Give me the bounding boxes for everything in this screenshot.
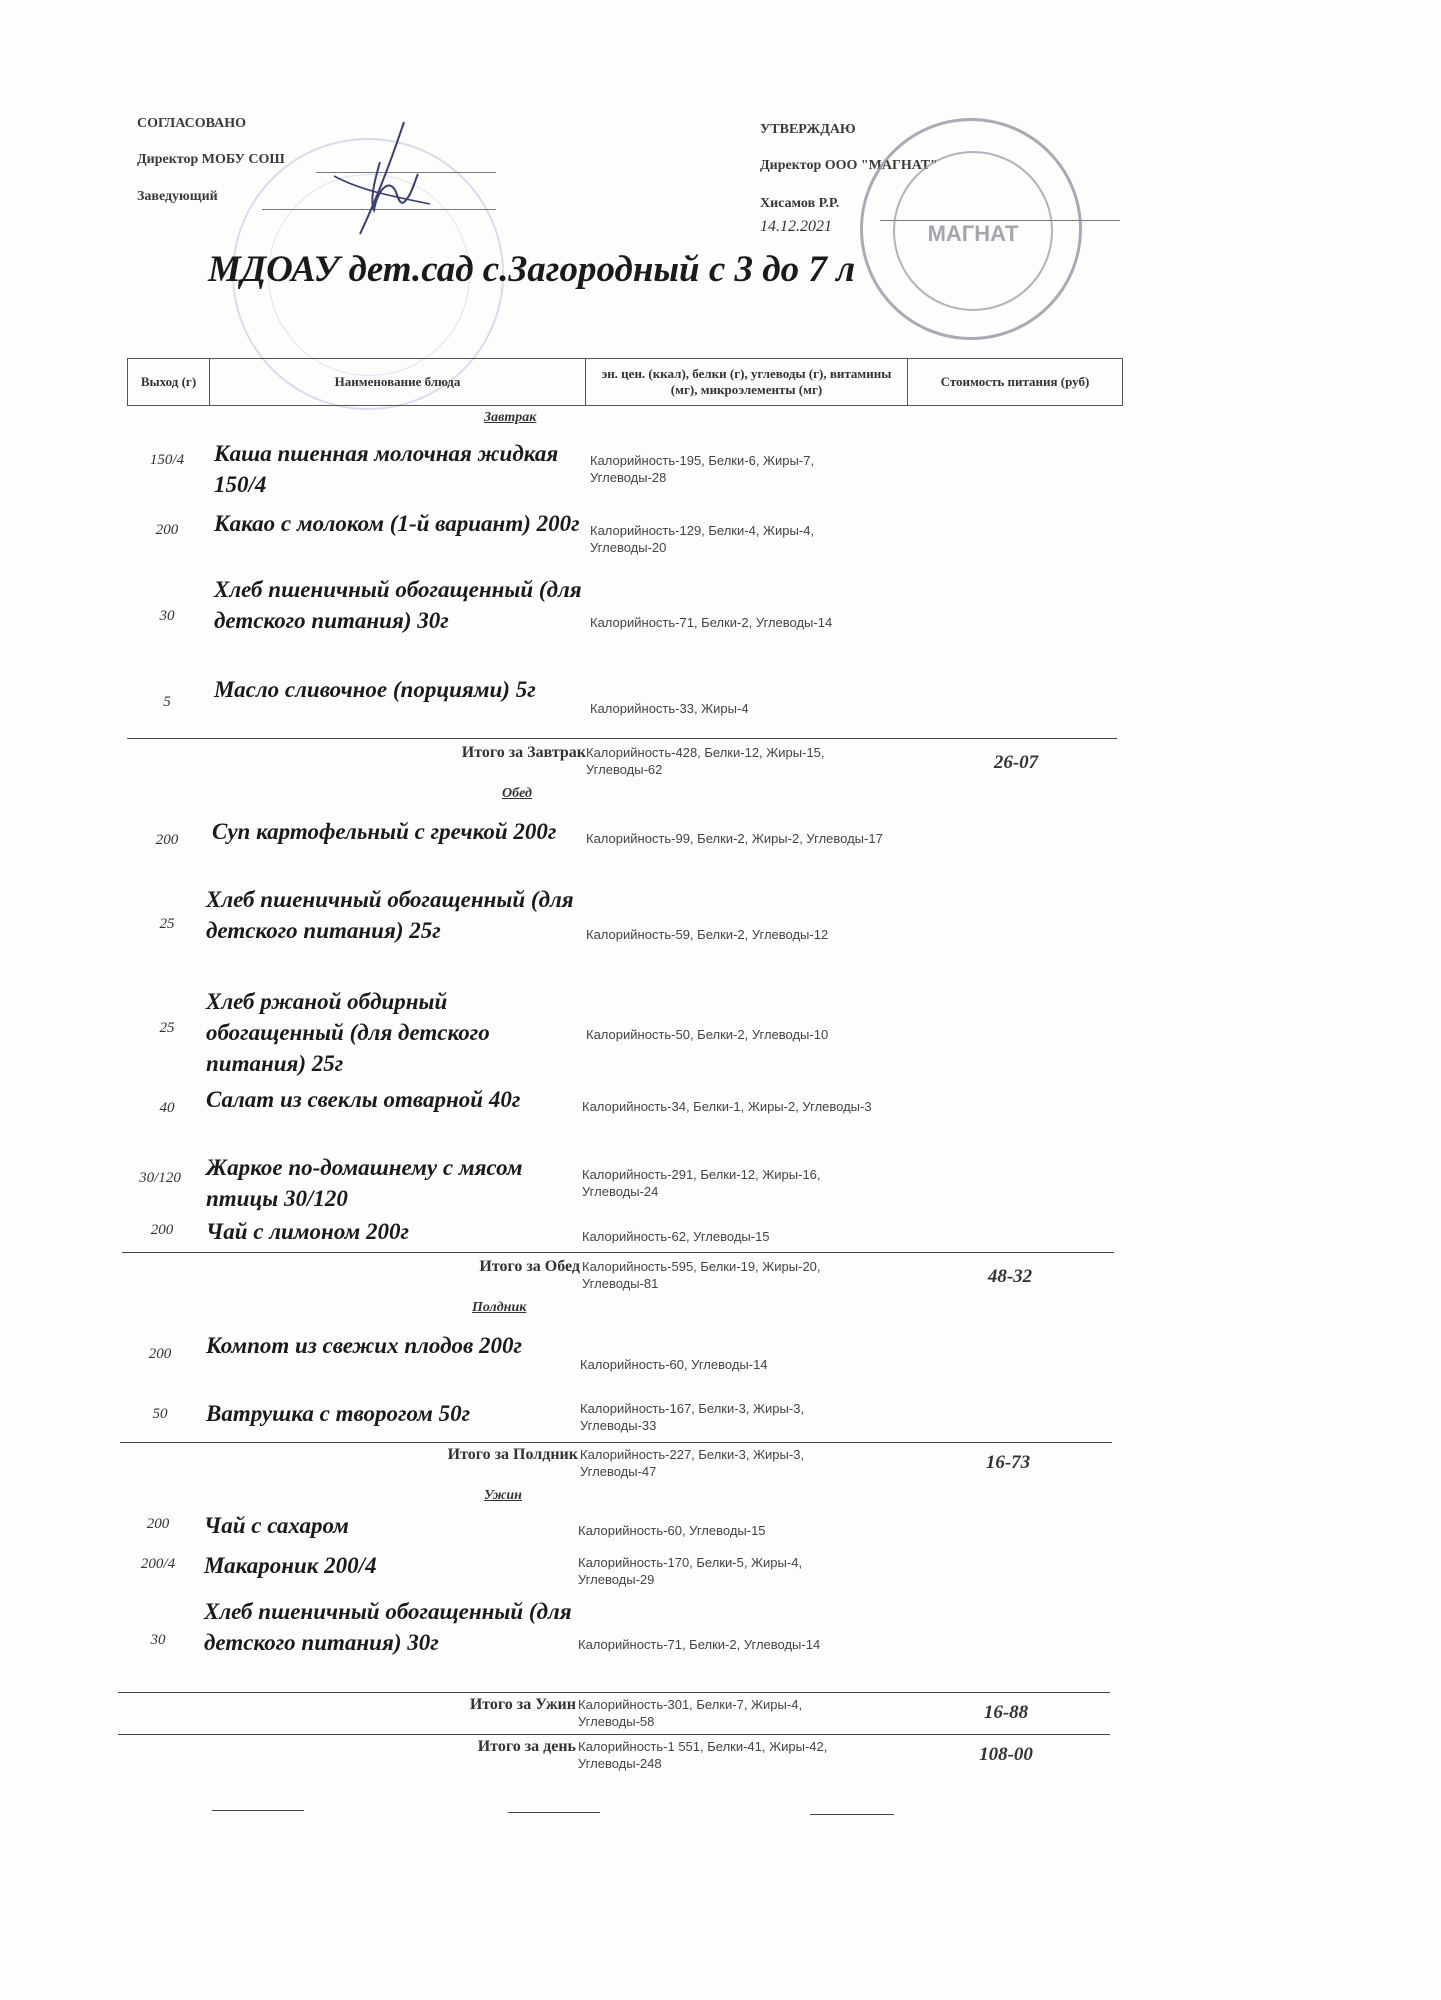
- row-dish: Чай с лимоном 200г: [206, 1219, 409, 1244]
- row-dish: Чай с сахаром: [204, 1513, 349, 1538]
- divider: [120, 1442, 1112, 1443]
- row-qty: 200: [155, 522, 179, 538]
- row-qty: 200/4: [140, 1556, 176, 1572]
- col-cost-header: Стоимость питания (руб): [940, 373, 1090, 389]
- cost-lunch: 48-32: [987, 1266, 1033, 1287]
- bottom-signature-line-2: [508, 1812, 600, 1813]
- row-qty: 30: [150, 1632, 166, 1648]
- row-nutrition: Калорийность-170, Белки-5, Жиры-4, Углеводы-29: [578, 1555, 803, 1587]
- head-label: Заведующий: [137, 189, 218, 204]
- row-nutrition: Калорийность-71, Белки-2, Углеводы-14: [590, 615, 833, 630]
- divider: [118, 1692, 1110, 1693]
- row-qty: 25: [159, 1020, 175, 1036]
- row-dish: Салат из свеклы отварной 40г: [206, 1087, 521, 1112]
- section-title-dinner: Ужин: [484, 1488, 522, 1503]
- section-title-lunch: Обед: [502, 786, 532, 801]
- signature-mark: [330, 118, 440, 238]
- day-total-label: Итого за день: [477, 1738, 576, 1755]
- total-nutrition-snack: Калорийность-227, Белки-3, Жиры-3, Углеводы-47: [580, 1447, 805, 1479]
- row-dish: Ватрушка с творогом 50г: [206, 1401, 471, 1426]
- total-nutrition-lunch: Калорийность-595, Белки-19, Жиры-20, Углеводы-81: [582, 1259, 821, 1291]
- row-nutrition: Калорийность-62, Углеводы-15: [582, 1229, 770, 1244]
- row-nutrition: Калорийность-50, Белки-2, Углеводы-10: [586, 1027, 829, 1042]
- row-qty: 200: [146, 1516, 170, 1532]
- divider: [122, 1252, 1114, 1253]
- bottom-signature-line-3: [810, 1814, 894, 1815]
- row-dish: Компот из свежих плодов 200г: [206, 1333, 523, 1358]
- approved-label: СОГЛАСОВАНО: [137, 116, 246, 131]
- divider: [118, 1734, 1110, 1735]
- row-dish: Хлеб ржаной обдирный обогащенный (для детского питания) 25г: [206, 989, 490, 1076]
- row-nutrition: Калорийность-59, Белки-2, Углеводы-12: [586, 927, 829, 942]
- section-title-snack: Полдник: [472, 1300, 527, 1315]
- confirm-label: УТВЕРЖДАЮ: [760, 122, 856, 137]
- total-label-dinner: Итого за Ужин: [469, 1696, 576, 1713]
- row-qty: 30: [159, 608, 175, 624]
- row-nutrition: Калорийность-129, Белки-4, Жиры-4, Углеводы-20: [590, 523, 815, 555]
- row-qty: 25: [159, 916, 175, 932]
- total-nutrition-breakfast: Калорийность-428, Белки-12, Жиры-15, Углеводы-62: [586, 745, 825, 777]
- row-dish: Жаркое по-домашнему с мясом птицы 30/120: [206, 1155, 523, 1211]
- col-output-header: Выход (г): [128, 359, 210, 405]
- cost-dinner: 16-88: [983, 1702, 1029, 1723]
- row-qty: 150/4: [149, 452, 185, 468]
- row-qty: 200: [155, 832, 179, 848]
- row-dish: Масло сливочное (порциями) 5г: [214, 677, 536, 702]
- row-nutrition: Калорийность-71, Белки-2, Углеводы-14: [578, 1637, 821, 1652]
- day-total-nutrition: Калорийность-1 551, Белки-41, Жиры-42, Углеводы-248: [578, 1739, 828, 1771]
- row-dish: Хлеб пшеничный обогащенный (для детского питания) 30г: [204, 1599, 572, 1655]
- row-qty: 50: [152, 1406, 168, 1422]
- stamp-text: МАГНАТ: [927, 221, 1019, 246]
- row-qty: 30/120: [139, 1170, 181, 1186]
- row-dish: Макароник 200/4: [204, 1553, 377, 1578]
- row-dish: Каша пшенная молочная жидкая 150/4: [214, 441, 559, 497]
- cost-snack: 16-73: [985, 1452, 1031, 1473]
- total-label-snack: Итого за Полдник: [447, 1446, 578, 1463]
- row-qty: 40: [159, 1100, 175, 1116]
- row-dish: Суп картофельный с гречкой 200г: [212, 819, 557, 844]
- row-nutrition: Калорийность-33, Жиры-4: [590, 701, 749, 716]
- section-title-breakfast: Завтрак: [484, 410, 537, 425]
- row-nutrition: Калорийность-195, Белки-6, Жиры-7, Углеводы-28: [590, 453, 815, 485]
- total-nutrition-dinner: Калорийность-301, Белки-7, Жиры-4, Углеводы-58: [578, 1697, 803, 1729]
- row-nutrition: Калорийность-60, Углеводы-14: [580, 1357, 768, 1372]
- row-nutrition: Калорийность-99, Белки-2, Жиры-2, Углеводы-17: [586, 831, 883, 846]
- right-director-label: Директор ООО "МАГНАТ": [760, 158, 938, 173]
- row-nutrition: Калорийность-34, Белки-1, Жиры-2, Углеводы-3: [582, 1099, 872, 1114]
- col-nutrition-header: эн. цен. (ккал), белки (г), углеводы (г), витамины (мг), микроэлементы (мг): [586, 359, 908, 405]
- company-stamp: [860, 118, 1082, 340]
- row-qty: 5: [163, 694, 171, 710]
- col-dish-header: Наименование блюда: [210, 359, 586, 405]
- table-header: [127, 358, 1123, 406]
- page-title: МДОАУ дет.сад с.Загородный с 3 до 7 л: [208, 249, 856, 290]
- director-name: Хисамов Р.Р.: [760, 196, 840, 211]
- divider: [127, 738, 1117, 739]
- row-dish: Какао с молоком (1-й вариант) 200г: [214, 511, 580, 536]
- total-label-breakfast: Итого за Завтрак: [461, 744, 586, 761]
- total-label-lunch: Итого за Обед: [479, 1258, 580, 1275]
- row-dish: Хлеб пшеничный обогащенный (для детского питания) 25г: [206, 887, 574, 943]
- day-total-cost: 108-00: [979, 1744, 1033, 1765]
- row-qty: 200: [148, 1346, 172, 1362]
- cost-breakfast: 26-07: [993, 752, 1039, 773]
- left-director-label: Директор МОБУ СОШ: [137, 152, 285, 167]
- row-nutrition: Калорийность-167, Белки-3, Жиры-3, Углеводы-33: [580, 1401, 805, 1433]
- row-dish: Хлеб пшеничный обогащенный (для детского питания) 30г: [214, 577, 582, 633]
- approval-date: 14.12.2021: [760, 218, 832, 235]
- row-qty: 200: [150, 1222, 174, 1238]
- row-nutrition: Калорийность-291, Белки-12, Жиры-16, Углеводы-24: [582, 1167, 821, 1199]
- row-nutrition: Калорийность-60, Углеводы-15: [578, 1523, 766, 1538]
- bottom-signature-line-1: [212, 1810, 304, 1811]
